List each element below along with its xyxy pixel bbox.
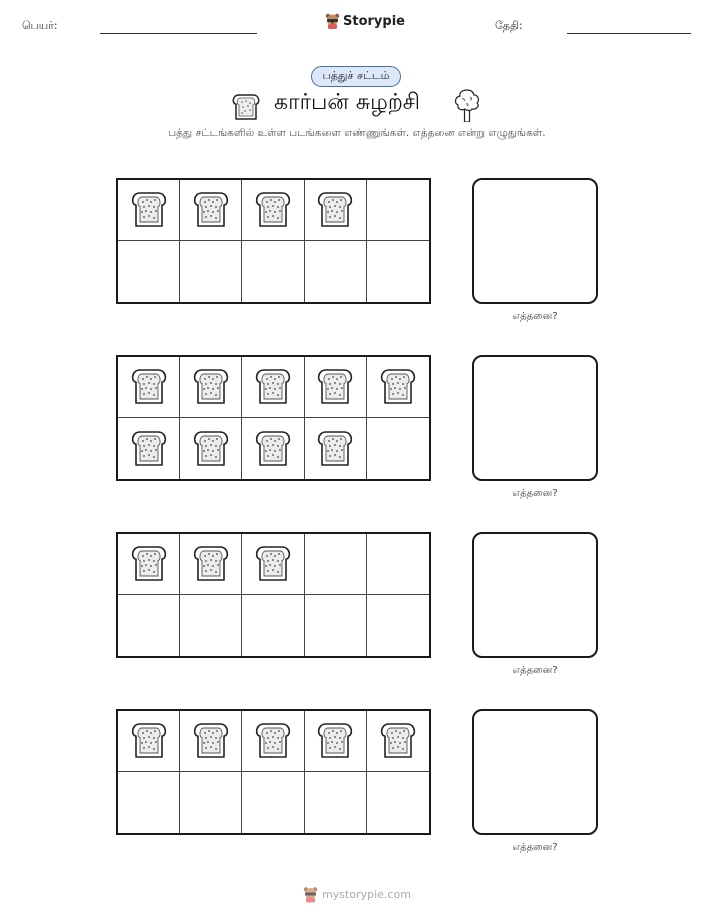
bread-slice-icon (380, 721, 416, 761)
frame-cell (118, 357, 180, 418)
bread-slice-icon (131, 367, 167, 407)
instructions: பத்து சட்டங்களில் உள்ள படங்களை எண்ணுங்கள். எத்தனை என்று எழுதுங்கள். (168, 127, 546, 139)
answer-label-3: எத்தனை? (512, 665, 558, 676)
answer-label-2: எத்தனை? (512, 488, 558, 499)
frame-cell (367, 418, 429, 479)
frame-cell (305, 534, 367, 595)
brand-logo (325, 13, 405, 29)
frame-cell (242, 534, 304, 595)
page-title: கார்பன் சுழற்சி (274, 90, 421, 115)
bread-slice-icon (232, 92, 260, 122)
frame-cell (367, 241, 429, 302)
frame-cell (242, 772, 304, 833)
frame-cell (180, 534, 242, 595)
ten-frame-3 (116, 532, 431, 658)
tree-icon (452, 88, 482, 122)
date-line[interactable] (567, 33, 691, 34)
bread-slice-icon (255, 190, 291, 230)
bread-slice-icon (193, 544, 229, 584)
bread-slice-icon (317, 721, 353, 761)
bread-slice-icon (255, 367, 291, 407)
frame-cell (242, 241, 304, 302)
footer (0, 886, 714, 903)
bread-slice-icon (317, 190, 353, 230)
frame-cell (180, 418, 242, 479)
frame-cell (180, 180, 242, 241)
date-label: தேதி: (495, 19, 523, 32)
frame-cell (367, 534, 429, 595)
frame-cell (242, 595, 304, 656)
bread-slice-icon (131, 544, 167, 584)
bear-logo-icon (303, 886, 318, 903)
frame-cell (180, 241, 242, 302)
answer-label-1: எத்தனை? (512, 311, 558, 322)
frame-cell (367, 711, 429, 772)
frame-cell (118, 418, 180, 479)
frame-cell (305, 241, 367, 302)
frame-cell (305, 772, 367, 833)
bread-slice-icon (131, 429, 167, 469)
title-row (0, 88, 714, 122)
bread-slice-icon (255, 721, 291, 761)
frame-cell (367, 595, 429, 656)
bread-slice-icon (317, 429, 353, 469)
frame-cell (305, 418, 367, 479)
frame-cell (305, 357, 367, 418)
frame-cell (118, 241, 180, 302)
ten-frame-4 (116, 709, 431, 835)
answer-box-3[interactable] (472, 532, 598, 658)
name-line[interactable] (100, 33, 257, 34)
name-label: பெயர்: (22, 19, 58, 32)
bread-slice-icon (193, 429, 229, 469)
answer-box-2[interactable] (472, 355, 598, 481)
bear-logo-icon (325, 13, 340, 29)
answer-box-1[interactable] (472, 178, 598, 304)
ten-frame-2 (116, 355, 431, 481)
frame-cell (242, 418, 304, 479)
bread-slice-icon (193, 190, 229, 230)
bread-slice-icon (255, 429, 291, 469)
frame-cell (118, 180, 180, 241)
answer-box-4[interactable] (472, 709, 598, 835)
frame-cell (118, 595, 180, 656)
frame-cell (367, 772, 429, 833)
bread-slice-icon (317, 367, 353, 407)
bread-slice-icon (131, 721, 167, 761)
frame-cell (367, 180, 429, 241)
bread-slice-icon (131, 190, 167, 230)
bread-slice-icon (255, 544, 291, 584)
frame-cell (305, 595, 367, 656)
frame-cell (305, 180, 367, 241)
frame-cell (180, 711, 242, 772)
bread-slice-icon (193, 367, 229, 407)
frame-cell (118, 534, 180, 595)
frame-cell (242, 180, 304, 241)
ten-frame-1 (116, 178, 431, 304)
frame-cell (367, 357, 429, 418)
frame-cell (180, 357, 242, 418)
bread-slice-icon (380, 367, 416, 407)
topic-badge: பத்துச் சட்டம் (311, 66, 401, 87)
brand-name: Storypie (343, 13, 405, 29)
bread-slice-icon (193, 721, 229, 761)
frame-cell (118, 772, 180, 833)
answer-label-4: எத்தனை? (512, 842, 558, 853)
frame-cell (242, 711, 304, 772)
frame-cell (242, 357, 304, 418)
frame-cell (180, 595, 242, 656)
footer-url[interactable]: mystorypie.com (322, 888, 411, 901)
frame-cell (305, 711, 367, 772)
frame-cell (118, 711, 180, 772)
frame-cell (180, 772, 242, 833)
